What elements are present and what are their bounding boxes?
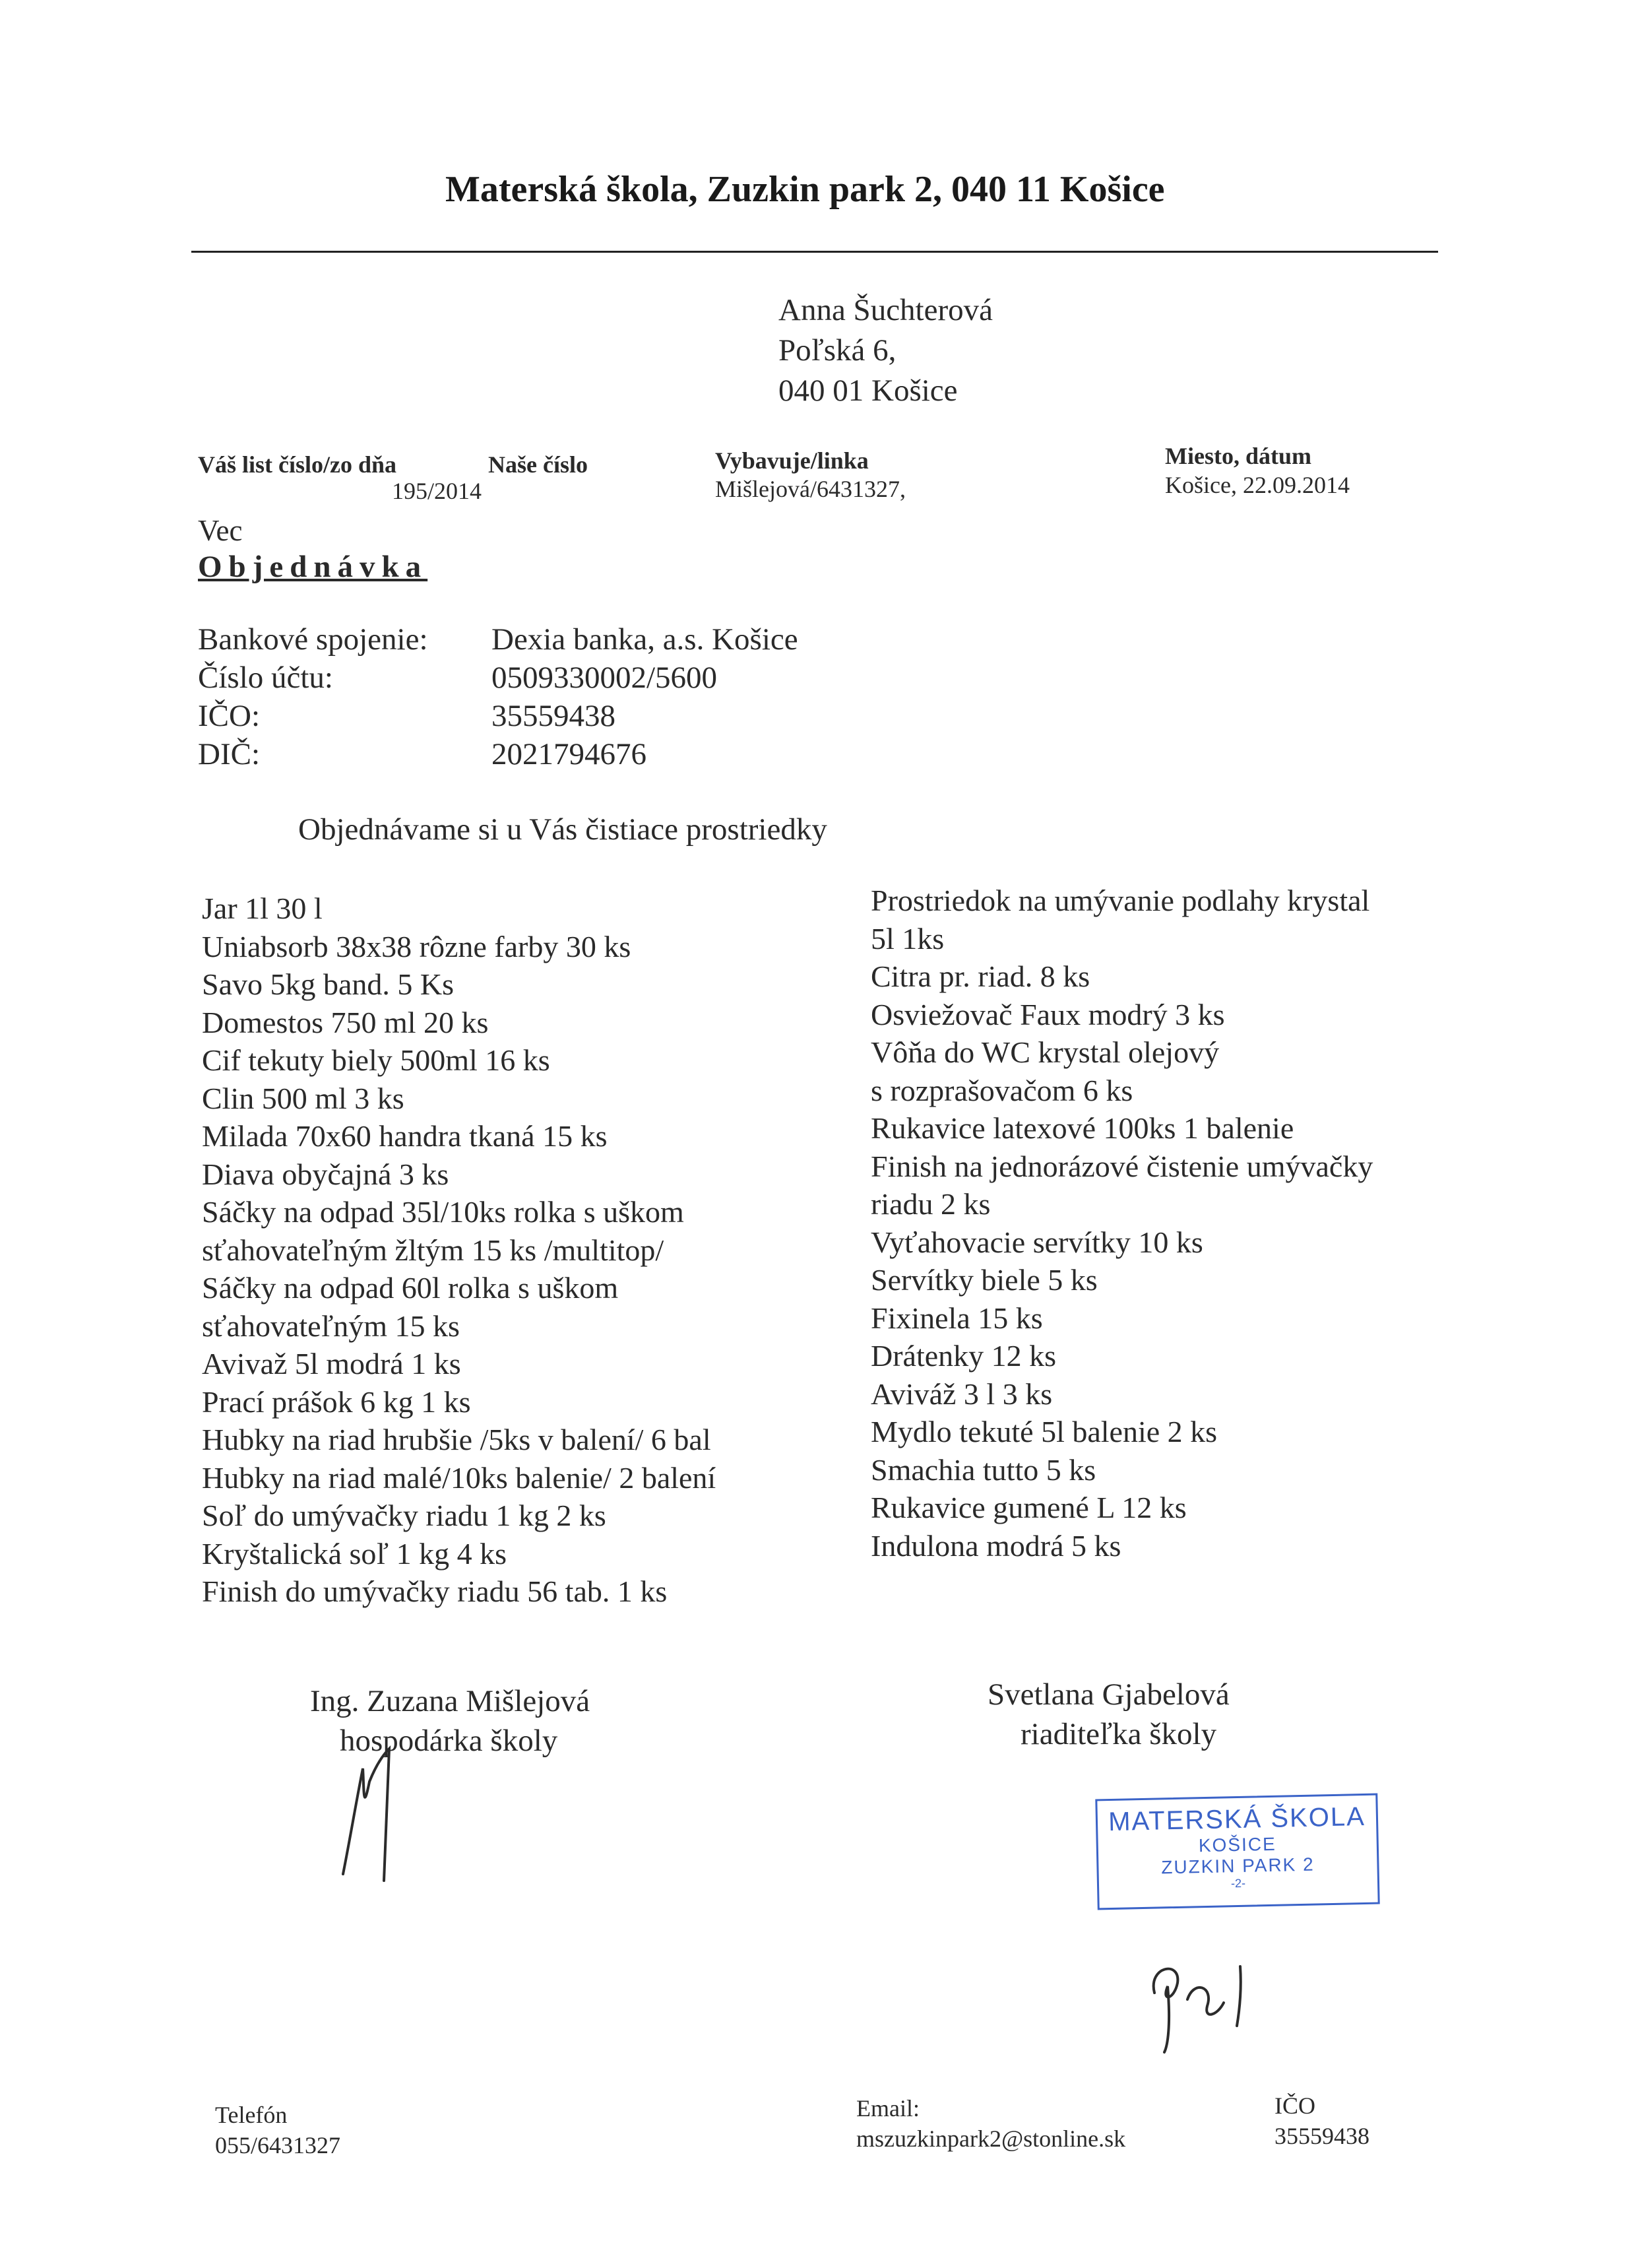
dic-label: DIČ: <box>198 737 260 771</box>
email-value: mszuzkinpark2@stonline.sk <box>856 2125 1126 2152</box>
list-item: Sáčky na odpad 35l/10ks rolka s uškom <box>202 1195 684 1229</box>
list-item: Osviežovač Faux modrý 3 ks <box>871 997 1225 1031</box>
place-date-label: Miesto, dátum <box>1165 443 1311 469</box>
school-stamp <box>1095 1794 1379 1910</box>
footer-email <box>856 2093 1125 2154</box>
bank-row <box>198 620 798 659</box>
list-item: Vyťahovacie servítky 10 ks <box>871 1225 1203 1259</box>
list-item: Uniabsorb 38x38 rôzne farby 30 ks <box>202 929 631 963</box>
our-number-value: 195/2014 <box>392 478 482 504</box>
handled-by-value: Mišlejová/6431327, <box>715 476 906 502</box>
account-value: 0509330002/5600 <box>491 661 718 695</box>
footer-phone <box>215 2100 340 2160</box>
dic-value: 2021794676 <box>491 737 646 771</box>
recipient-name: Anna Šuchterová <box>778 293 993 327</box>
list-item: Avivaž 5l modrá 1 ks <box>202 1347 461 1380</box>
phone-label: Telefón <box>215 2102 288 2128</box>
list-item: Jar 1l 30 l <box>202 891 323 925</box>
list-item: Cif tekuty biely 500ml 16 ks <box>202 1043 550 1077</box>
list-item: sťahovateľným žltým 15 ks /multitop/ <box>202 1233 664 1267</box>
subject-title: Objednávka <box>198 550 428 584</box>
list-item: Drátenky 12 ks <box>871 1339 1057 1373</box>
list-item: Aviváž 3 l 3 ks <box>871 1377 1053 1411</box>
list-item: Hubky na riad malé/10ks balenie/ 2 balení <box>202 1460 716 1495</box>
place-date-value: Košice, 22.09.2014 <box>1165 472 1350 498</box>
list-item: Indulona modrá 5 ks <box>871 1528 1121 1563</box>
letterhead-divider <box>191 251 1438 253</box>
list-item: Vôňa do WC krystal olejový <box>871 1035 1220 1069</box>
bank-value: Dexia banka, a.s. Košice <box>491 622 798 657</box>
stamp-line-2: KOŠICE <box>1198 1833 1276 1856</box>
right-signatory <box>988 1675 1230 1754</box>
list-item: Clin 500 ml 3 ks <box>202 1081 404 1115</box>
list-item: Finish na jednorázové čistenie umývačky <box>871 1149 1373 1183</box>
ico-row <box>198 697 798 735</box>
account-label: Číslo účtu: <box>198 661 333 695</box>
list-item: Citra pr. riad. 8 ks <box>871 959 1090 993</box>
footer-ico-value: 35559438 <box>1274 2123 1369 2149</box>
your-letter-label: Váš list číslo/zo dňa <box>198 451 397 478</box>
list-item: Rukavice gumené L 12 ks <box>871 1491 1187 1524</box>
list-item: Domestos 750 ml 20 ks <box>202 1005 489 1039</box>
director-handwritten-signature <box>1141 1953 1273 2059</box>
subject-label: Vec <box>198 514 243 547</box>
items-left-column <box>202 890 716 1611</box>
dic-row <box>198 735 798 773</box>
recipient-street: Poľská 6, <box>778 333 897 368</box>
list-item: Prostriedok na umývanie podlahy krystal <box>871 884 1370 917</box>
list-item: Kryštalická soľ 1 kg 4 ks <box>202 1536 507 1571</box>
stamp-line-3: ZUZKIN PARK 2 <box>1160 1854 1315 1878</box>
list-item: Servítky biele 5 ks <box>871 1263 1098 1297</box>
list-item: Hubky na riad hrubšie /5ks v balení/ 6 bal <box>202 1423 711 1456</box>
list-item: sťahovateľným 15 ks <box>202 1309 460 1343</box>
our-number-label: Naše číslo <box>488 451 588 478</box>
letterhead-title: Materská škola, Zuzkin park 2, 040 11 Košice <box>445 169 1165 210</box>
list-item: Sáčky na odpad 60l rolka s uškom <box>202 1271 619 1305</box>
left-signatory-name: Ing. Zuzana Mišlejová <box>310 1684 590 1718</box>
list-item: Milada 70x60 handra tkaná 15 ks <box>202 1119 608 1153</box>
handled-by-label: Vybavuje/linka <box>715 447 869 474</box>
list-item: Mydlo tekuté 5l balenie 2 ks <box>871 1415 1218 1448</box>
list-item: s rozprašovačom 6 ks <box>871 1073 1133 1107</box>
left-handwritten-signature <box>323 1742 409 1894</box>
list-item: Smachia tutto 5 ks <box>871 1452 1096 1487</box>
bank-label: Bankové spojenie: <box>198 622 428 657</box>
stamp-line-4: -2- <box>1230 1876 1246 1891</box>
list-item: Diava obyčajná 3 ks <box>202 1157 449 1191</box>
bank-details <box>198 620 798 773</box>
list-item: Savo 5kg band. 5 Ks <box>202 967 455 1001</box>
recipient-city: 040 01 Košice <box>778 373 958 408</box>
list-item: 5l 1ks <box>871 921 945 956</box>
account-row <box>198 659 798 697</box>
list-item: Soľ do umývačky riadu 1 kg 2 ks <box>202 1499 606 1532</box>
stamp-line-1: MATERSKÁ ŠKOLA <box>1108 1801 1366 1837</box>
email-label: Email: <box>856 2095 920 2122</box>
list-item: Fixinela 15 ks <box>871 1301 1043 1335</box>
left-signatory-role: hospodárka školy <box>340 1724 558 1758</box>
ico-value: 35559438 <box>491 699 615 733</box>
items-right-column <box>871 882 1373 1565</box>
list-item: Rukavice latexové 100ks 1 balenie <box>871 1111 1294 1145</box>
intro-text: Objednávame si u Vás čistiace prostriedky <box>298 812 827 847</box>
ico-label: IČO: <box>198 699 260 733</box>
recipient-address <box>778 290 993 411</box>
list-item: Finish do umývačky riadu 56 tab. 1 ks <box>202 1574 668 1608</box>
list-item: Prací prášok 6 kg 1 ks <box>202 1384 471 1419</box>
right-signatory-role: riaditeľka školy <box>1021 1717 1217 1751</box>
right-signatory-name: Svetlana Gjabelová <box>988 1677 1230 1712</box>
phone-value: 055/6431327 <box>215 2132 341 2158</box>
footer-ico-label: IČO <box>1274 2092 1315 2119</box>
footer-ico <box>1274 2090 1369 2151</box>
list-item: riadu 2 ks <box>871 1187 991 1221</box>
